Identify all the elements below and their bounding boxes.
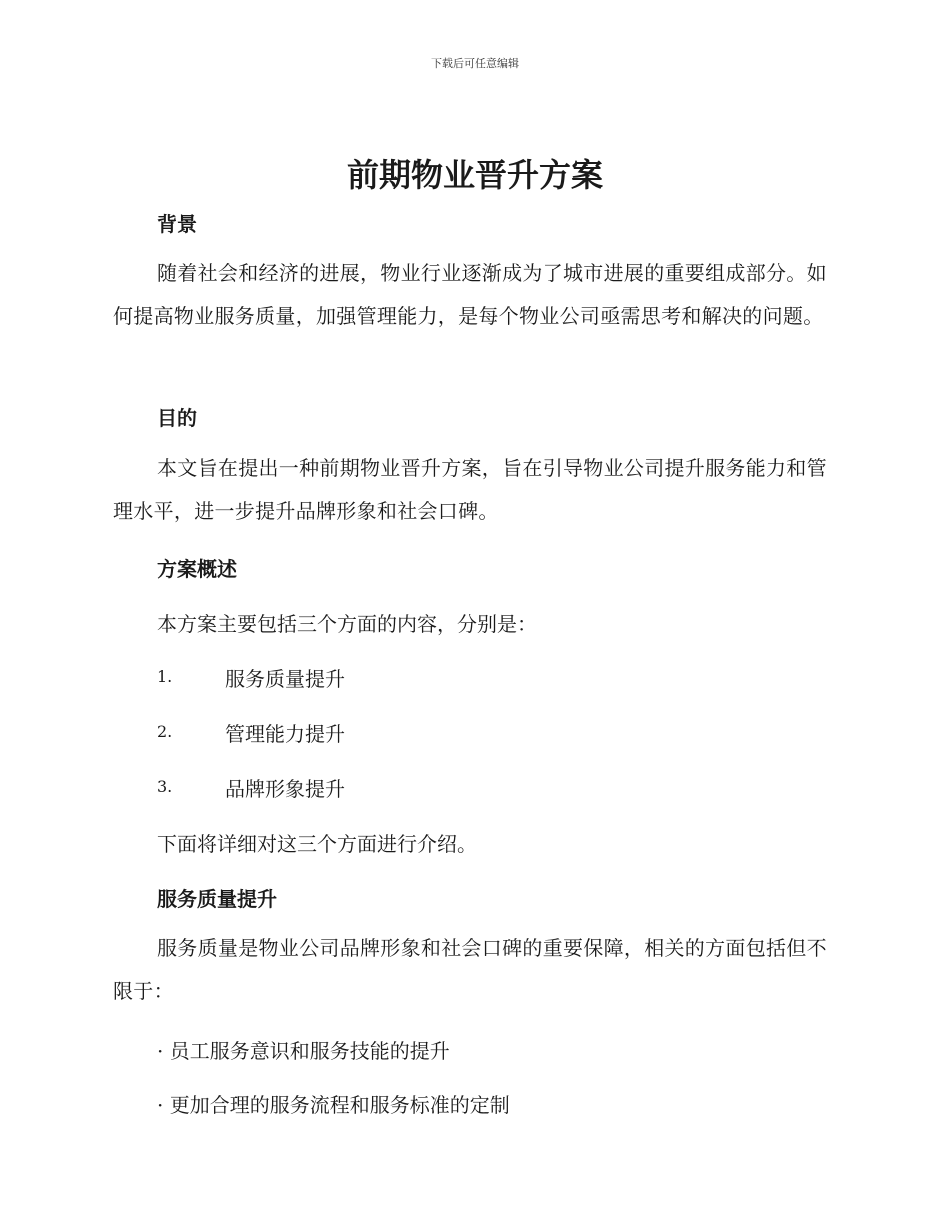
background-paragraph: 随着社会和经济的进展，物业行业逐渐成为了城市进展的重要组成部分。如何提高物业服务质量，加强管理能力，是每个物业公司亟需思考和解决的问题。 bbox=[113, 261, 827, 328]
bullet-item: · 员工服务意识和服务技能的提升 bbox=[157, 1039, 450, 1063]
list-item-number: 2. bbox=[157, 722, 173, 741]
header-note: 下载后可任意编辑 bbox=[431, 57, 519, 70]
section-heading-service: 服务质量提升 bbox=[157, 887, 277, 911]
list-item-text: 服务质量提升 bbox=[225, 667, 345, 691]
list-item-text: 品牌形象提升 bbox=[225, 777, 345, 801]
overview-intro: 本方案主要包括三个方面的内容，分别是： bbox=[157, 612, 537, 636]
section-heading-purpose: 目的 bbox=[157, 406, 197, 430]
document-title: 前期物业晋升方案 bbox=[346, 156, 603, 194]
purpose-paragraph: 本文旨在提出一种前期物业晋升方案，旨在引导物业公司提升服务能力和管理水平，进一步提升品牌形象和社会口碑。 bbox=[113, 456, 827, 523]
list-item-number: 3. bbox=[157, 777, 173, 796]
overview-outro: 下面将详细对这三个方面进行介绍。 bbox=[157, 832, 477, 856]
bullet-item: · 更加合理的服务流程和服务标准的定制 bbox=[157, 1093, 510, 1117]
list-item-text: 管理能力提升 bbox=[225, 722, 345, 746]
section-heading-overview: 方案概述 bbox=[157, 557, 237, 581]
list-item-number: 1. bbox=[157, 667, 173, 686]
service-paragraph: 服务质量是物业公司品牌形象和社会口碑的重要保障，相关的方面包括但不限于： bbox=[113, 936, 827, 1003]
section-heading-background: 背景 bbox=[157, 212, 197, 236]
